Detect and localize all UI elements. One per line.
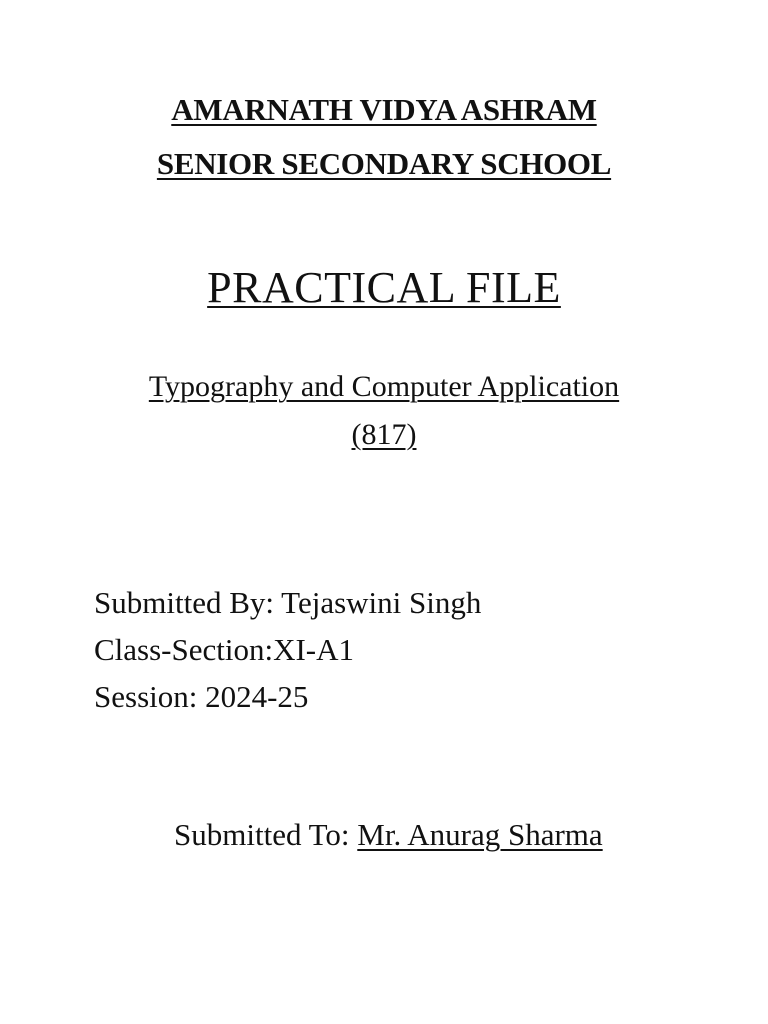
school-name-text-2: SENIOR SECONDARY SCHOOL xyxy=(156,146,612,181)
subject-line-1 xyxy=(0,370,768,404)
teacher-name: Mr. Anurag Sharma xyxy=(357,817,603,852)
subject-code: (817) xyxy=(351,418,417,451)
document-title-text: PRACTICAL FILE xyxy=(207,263,561,312)
submitted-to xyxy=(174,817,603,853)
submitted-to-label: Submitted To: xyxy=(174,817,350,852)
subject-line-2 xyxy=(0,418,768,452)
school-name-line-2 xyxy=(0,146,768,182)
class-section: Class-Section:XI-A1 xyxy=(94,632,355,667)
session: Session: 2024-25 xyxy=(94,679,309,714)
submitted-by: Submitted By: Tejaswini Singh xyxy=(94,585,482,620)
document-title xyxy=(0,262,768,313)
school-name-line-1 xyxy=(0,92,768,128)
subject-name: Typography and Computer Application xyxy=(148,370,620,403)
school-name-text-1: AMARNATH VIDYA ASHRAM xyxy=(171,92,597,127)
